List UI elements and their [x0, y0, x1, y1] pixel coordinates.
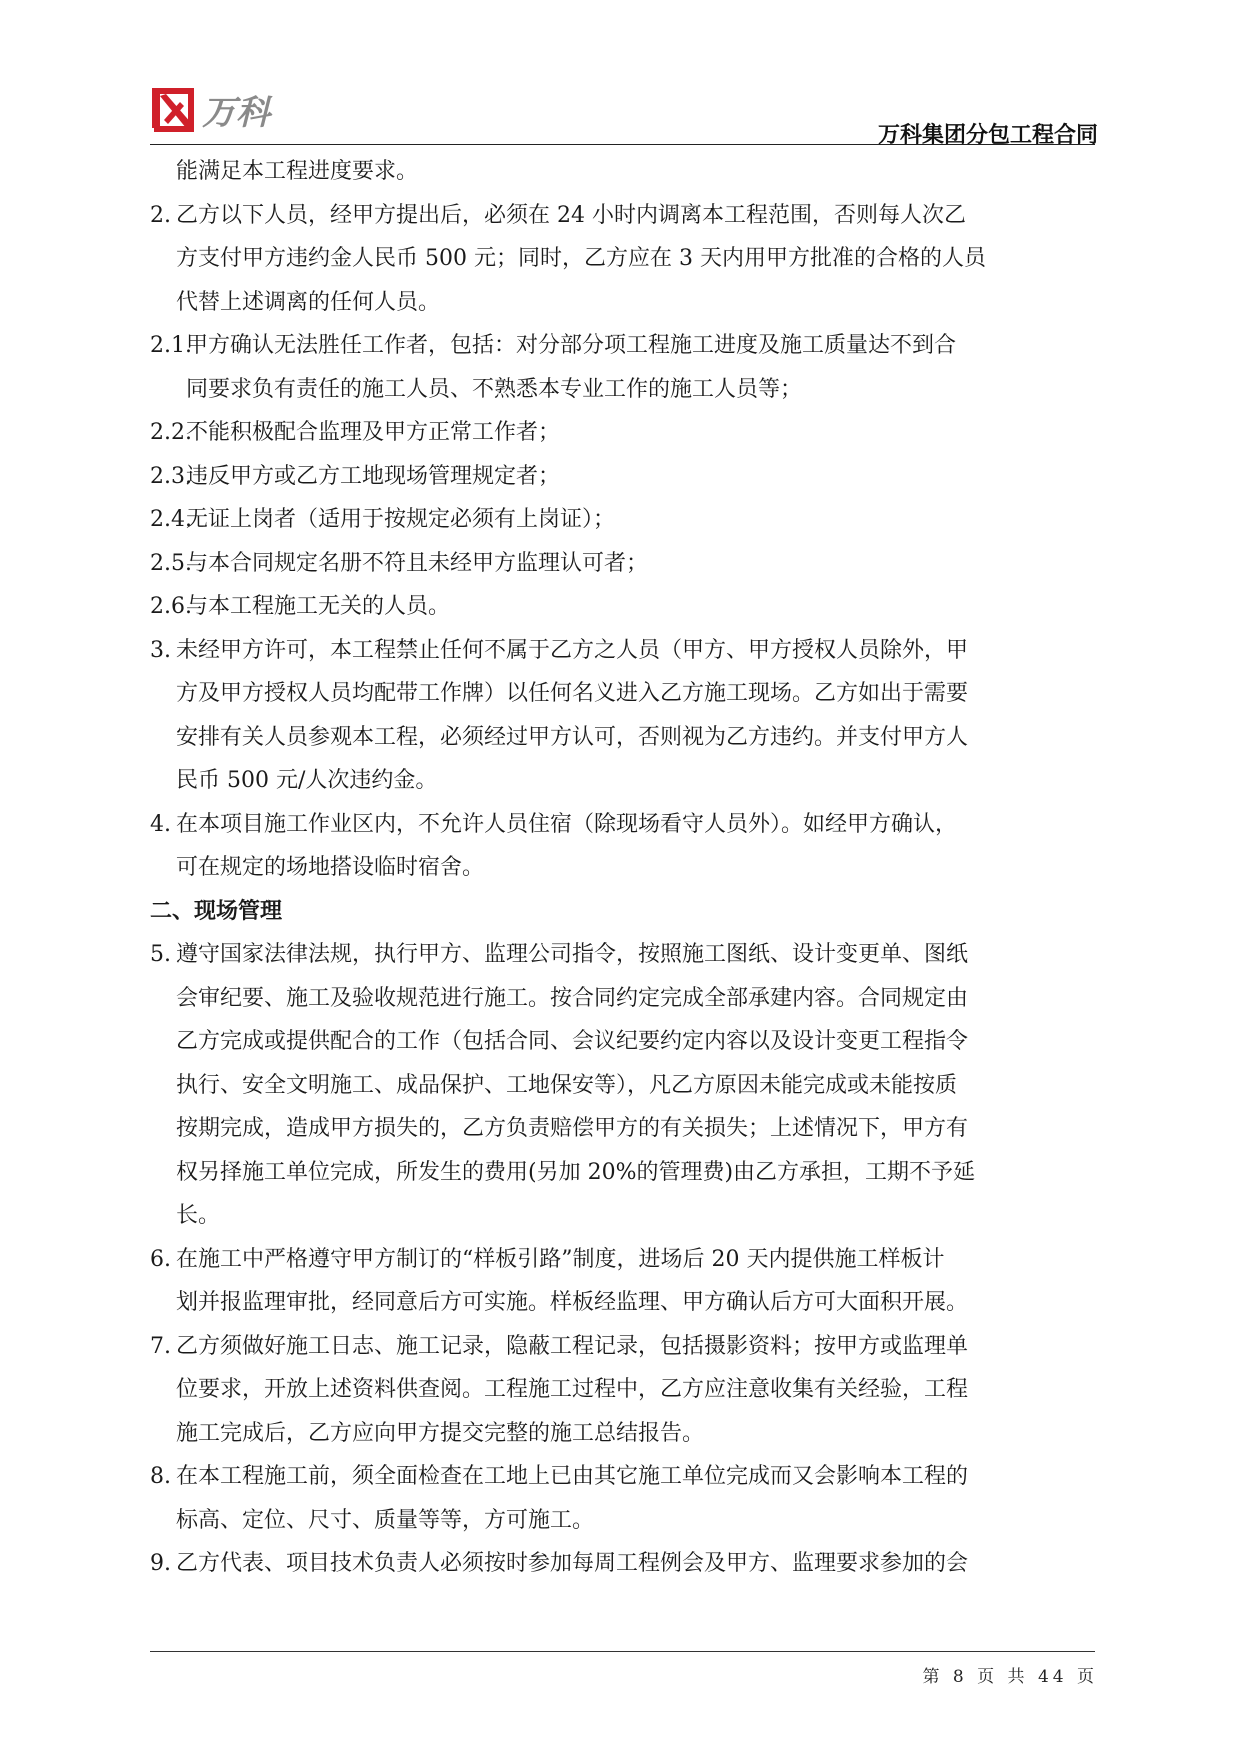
document-title: 万科集团分包工程合同	[877, 123, 1098, 148]
paragraph-line	[150, 1020, 1095, 1064]
line-text: 甲方确认无法胜任工作者，包括：对分部分项工程施工进度及施工质量达不到合	[186, 333, 957, 358]
paragraph-line	[150, 194, 1095, 238]
paragraph-line	[150, 281, 1095, 325]
line-text: 方及甲方授权人员均配带工作牌）以任何名义进入乙方施工现场。乙方如出于需要	[176, 681, 969, 706]
line-text: 代替上述调离的任何人员。	[176, 289, 441, 315]
line-text: 长。	[176, 1203, 221, 1228]
paragraph-line	[150, 237, 1095, 281]
paragraph-line	[150, 1455, 1095, 1499]
line-text: 乙方以下人员，经甲方提出后，必须在 24 小时内调离本工程范围，否则每人次乙	[176, 202, 966, 228]
line-text: 施工完成后，乙方应向甲方提交完整的施工总结报告。	[176, 1420, 705, 1446]
paragraph-line	[150, 542, 1095, 586]
clause-number: 2.4.	[150, 507, 192, 532]
paragraph-line	[150, 411, 1095, 455]
line-text: 无证上岗者（适用于按规定必须有上岗证）；	[186, 507, 616, 532]
clause-number: 3.	[150, 637, 171, 663]
line-text: 安排有关人员参观本工程，必须经过甲方认可，否则视为乙方违约。并支付甲方人	[176, 724, 969, 750]
paragraph-line	[150, 716, 1095, 760]
clause-number: 2.2.	[150, 420, 192, 445]
page-number: 第 8 页 共 44 页	[922, 1667, 1098, 1687]
line-text: 权另择施工单位完成，所发生的费用(另加 20%的管理费)由乙方承担，工期不予延	[176, 1159, 976, 1185]
line-text: 乙方完成或提供配合的工作（包括合同、会议纪要约定内容以及设计变更工程指令	[176, 1029, 969, 1054]
clause-number: 7.	[150, 1333, 171, 1359]
paragraph-line	[150, 585, 1095, 629]
line-text: 会审纪要、施工及验收规范进行施工。按合同约定完成全部承建内容。合同规定由	[176, 985, 969, 1011]
clause-number: 9.	[150, 1551, 171, 1576]
paragraph-line	[150, 1151, 1095, 1195]
line-text: 执行、安全文明施工、成品保护、工地保安等），凡乙方原因未能完成或未能按质	[176, 1072, 958, 1098]
page-header	[0, 0, 1241, 150]
line-text: 位要求，开放上述资料供查阅。工程施工过程中，乙方应注意收集有关经验，工程	[176, 1377, 969, 1402]
clause-number: 5.	[150, 942, 171, 967]
paragraph-line	[150, 1281, 1095, 1325]
paragraph-line	[150, 803, 1095, 847]
clause-number: 4.	[150, 811, 171, 837]
line-text: 在施工中严格遵守甲方制订的“样板引路”制度，进场后 20 天内提供施工样板计	[176, 1246, 945, 1272]
line-text: 按期完成，造成甲方损失的，乙方负责赔偿甲方的有关损失；上述情况下，甲方有	[176, 1116, 969, 1141]
paragraph-line	[150, 759, 1095, 803]
line-text: 可在规定的场地搭设临时宿舍。	[176, 855, 485, 880]
paragraph-line	[150, 1542, 1095, 1586]
paragraph-line	[150, 498, 1095, 542]
line-text: 乙方须做好施工日志、施工记录，隐蔽工程记录，包括摄影资料；按甲方或监理单	[176, 1333, 969, 1359]
line-text: 能满足本工程进度要求。	[176, 159, 419, 184]
paragraph-line	[150, 455, 1095, 499]
line-text: 在本工程施工前，须全面检查在工地上已由其它施工单位完成而又会影响本工程的	[176, 1464, 969, 1489]
line-text: 不能积极配合监理及甲方正常工作者；	[186, 420, 561, 445]
header-divider	[150, 144, 1095, 145]
clause-number: 2.1.	[150, 333, 192, 358]
paragraph-line	[150, 1412, 1095, 1456]
line-text: 与本工程施工无关的人员。	[186, 594, 451, 619]
paragraph-line	[150, 1194, 1095, 1238]
paragraph-line	[150, 324, 1095, 368]
paragraph-line	[150, 977, 1095, 1021]
document-body	[150, 150, 1095, 1586]
line-text: 未经甲方许可，本工程禁止任何不属于乙方之人员（甲方、甲方授权人员除外，甲	[176, 637, 969, 663]
paragraph-line	[150, 1499, 1095, 1543]
paragraph-line	[150, 150, 1095, 194]
paragraph-line	[150, 846, 1095, 890]
clause-number: 2.6.	[150, 594, 192, 619]
line-text: 二、现场管理	[150, 898, 283, 924]
paragraph-line	[150, 933, 1095, 977]
paragraph-line	[150, 1107, 1095, 1151]
clause-number: 8.	[150, 1464, 171, 1489]
clause-number: 2.5.	[150, 550, 192, 576]
paragraph-line	[150, 368, 1095, 412]
line-text: 违反甲方或乙方工地现场管理规定者；	[186, 463, 561, 489]
clause-number: 6.	[150, 1246, 171, 1272]
logo-text: 万科	[202, 93, 270, 133]
line-text: 乙方代表、项目技术负责人必须按时参加每周工程例会及甲方、监理要求参加的会	[176, 1551, 969, 1576]
paragraph-line	[150, 1064, 1095, 1108]
line-text: 同要求负有责任的施工人员、不熟悉本专业工作的施工人员等；	[186, 376, 803, 402]
paragraph-line	[150, 1325, 1095, 1369]
section-heading	[150, 890, 1095, 934]
line-text: 民币 500 元/人次违约金。	[176, 768, 438, 793]
footer-divider	[150, 1651, 1095, 1652]
line-text: 方支付甲方违约金人民币 500 元；同时，乙方应在 3 天内用甲方批准的合格的人员	[176, 246, 986, 271]
line-text: 遵守国家法律法规，执行甲方、监理公司指令，按照施工图纸、设计变更单、图纸	[176, 942, 969, 967]
paragraph-line	[150, 1368, 1095, 1412]
line-text: 划并报监理审批，经同意后方可实施。样板经监理、甲方确认后方可大面积开展。	[176, 1290, 969, 1315]
line-text: 与本合同规定名册不符且未经甲方监理认可者；	[186, 550, 649, 576]
vanke-logo	[150, 84, 320, 136]
paragraph-line	[150, 629, 1095, 673]
paragraph-line	[150, 1238, 1095, 1282]
clause-number: 2.3.	[150, 463, 192, 489]
line-text: 在本项目施工作业区内，不允许人员住宿（除现场看守人员外）。如经甲方确认，	[176, 811, 958, 837]
line-text: 标高、定位、尺寸、质量等等，方可施工。	[176, 1507, 595, 1533]
clause-number: 2.	[150, 202, 171, 228]
paragraph-line	[150, 672, 1095, 716]
